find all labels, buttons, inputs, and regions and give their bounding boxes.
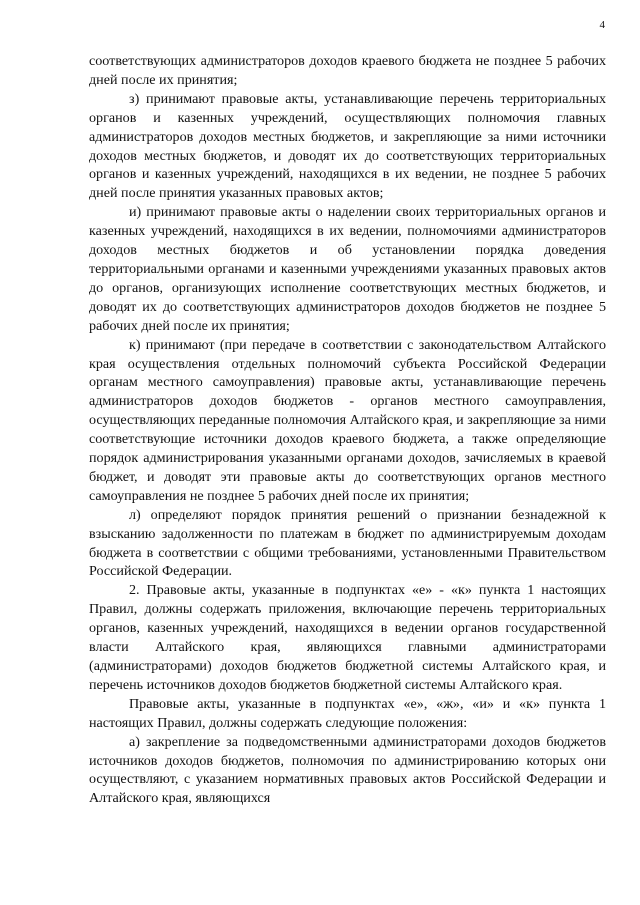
paragraph-section-2: 2. Правовые акты, указанные в подпунктах «е» - «к» пункта 1 настоящих Правил, должны содержать приложения, включающие перечень территориальных органов, казенных учреждений, находящихся в ведении органов государственной власти Алтайского края, являющихся главными администраторами (администраторами) доходов бюджетов бюджетной системы Алтайского края, и перечень источников доходов бюджетов бюджетной системы Алтайского края.: [89, 582, 606, 693]
paragraph-item-l: л) определяют порядок принятия решений о признании безнадежной к взысканию задолженности по платежам в бюджет по администрируемым доходам бюджета в соответствии с общими требованиями, установленными Правительством Российской Федерации.: [89, 506, 606, 580]
paragraph-item-i: и) принимают правовые акты о наделении своих территориальных органов и казенных учреждений, находящихся в их ведении, полномочиями администраторов доходов местных бюджетов и об установлении порядка доведения территориальными органами и казенными учреждениями указанных правовых актов до органов, организующих исполнение соответствующих местных бюджетов, и доводят их до соответствующих администраторов доходов бюджетов не позднее 5 рабочих дней после их принятия;: [89, 204, 606, 334]
document-body: [89, 52, 606, 808]
paragraph-item-k: к) принимают (при передаче в соответствии с законодательством Алтайского края осуществления отдельных полномочий субъекта Российской Федерации органам местного самоуправления) правовые акты, устанавливающие перечень администраторов доходов бюджетов - органов местного самоуправления, осуществляющих переданные полномочия Алтайского края, и закрепляющие за ними соответствующие источники доходов краевого бюджета, а также определяющие порядок администрирования указанными органами доходов, зачисляемых в краевой бюджет, и доводят эти правовые акты до соответствующих органов местного самоуправления не позднее 5 рабочих дней после их принятия;: [89, 336, 606, 504]
page-number: 4: [599, 19, 605, 31]
paragraph-continuation: соответствующих администраторов доходов краевого бюджета не позднее 5 рабочих дней после их принятия;: [89, 53, 606, 88]
paragraph-item-z: з) принимают правовые акты, устанавливающие перечень территориальных органов и казенных учреждений, осуществляющих полномочия главных администраторов доходов местных бюджетов, и закрепляющие за ними источники доходов местных бюджетов, и доводят их до соответствующих территориальных органов и казенных учреждений, находящихся в их ведении, не позднее 5 рабочих дней после принятия указанных правовых актов;: [89, 90, 606, 202]
paragraph-item-a: а) закрепление за подведомственными администраторами доходов бюджетов источников доходов бюджетов, полномочия по администрированию которых они осуществляют, с указанием нормативных правовых актов Российской Федерации и Алтайского края, являющихся: [89, 733, 606, 807]
paragraph-legal-acts: Правовые акты, указанные в подпунктах «е», «ж», «и» и «к» пункта 1 настоящих Правил, должны содержать следующие положения:: [89, 695, 606, 731]
